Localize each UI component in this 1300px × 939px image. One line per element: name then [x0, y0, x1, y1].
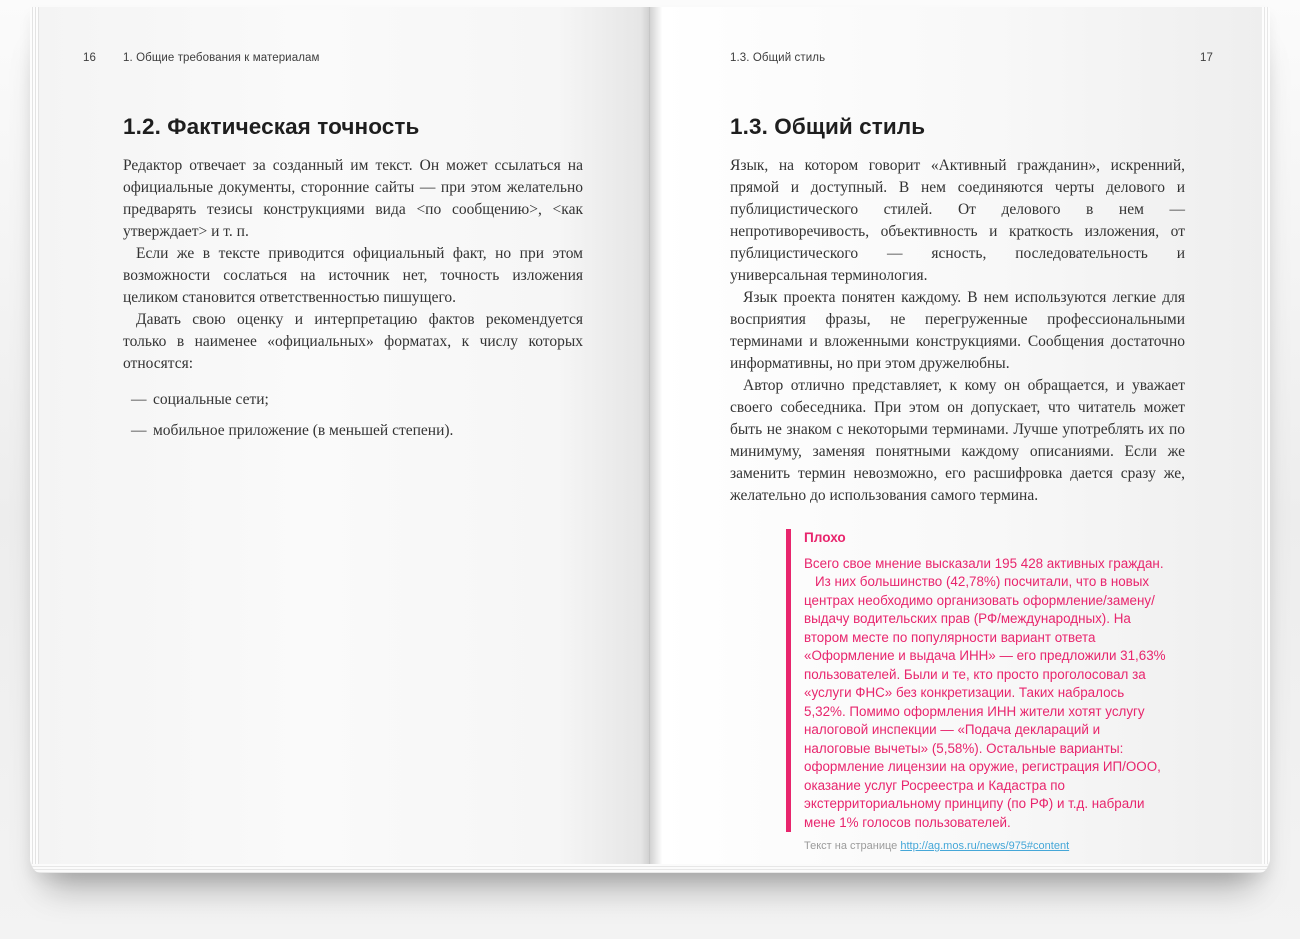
- paragraph: Редактор отвечает за созданный им текст. Он может ссылаться на официальные документы, сторонние сайты — при этом желательно предварять тезисы конструкциями вида <по сообщению>, <как утверждает> и т. п.: [123, 157, 583, 240]
- page-left: [30, 7, 650, 873]
- body-text-right: [730, 155, 1185, 507]
- paragraph: Если же в тексте приводится официальный факт, но при этом возможности сослаться на источник нет, точность изложения целиком становится ответственностью пишущего.: [123, 245, 583, 306]
- paragraph: Давать свою оценку и интерпретацию фактов рекомендуется только в наименее «официальных» форматах, к числу которых относятся:: [123, 311, 583, 372]
- page-number-right: 17: [1200, 52, 1213, 64]
- list-item-text: мобильное приложение (в меньшей степени).: [153, 422, 454, 439]
- list-item-text: социальные сети;: [153, 391, 269, 408]
- running-head-left: [83, 52, 583, 64]
- dash-list: [123, 389, 583, 442]
- bad-example-block: [786, 529, 1169, 852]
- bad-example-paragraph: Из них большинство (42,78%) посчитали, что в новых центрах необходимо организовать оформление/замену/выдачу водительских прав (РФ/международных). На втором месте по популярности вариант ответа «Оформление и выдача ИНН» — его предложили 31,63% пользователей. Были и те, кто просто проголосовал за «услуги ФНС» без конкретизации. Таких набралось 5,32%. Помимо оформления ИНН жители хотят услугу налоговой инспекции — «Подача деклараций и налоговые вычеты» (5,58%). Остальные варианты: оформление лицензии на оружие, регистрация ИП/ООО, оказание услуг Росреестра и Кадастра по экстерриториальному принципу (по РФ) и т.д. набрали мене 1% голосов пользователей.: [804, 574, 1166, 830]
- open-book: [30, 7, 1270, 873]
- list-item: [131, 389, 583, 411]
- list-item: [131, 420, 583, 442]
- bad-example-paragraph: Всего свое мнение высказали 195 428 активных граждан.: [804, 555, 1164, 571]
- section-title-right: 1.3. Общий стиль: [730, 114, 926, 139]
- source-caption-prefix: Текст на странице: [804, 840, 898, 852]
- bad-example-body: [786, 529, 1169, 832]
- running-head-right: [730, 52, 1213, 64]
- paragraph: Язык проекта понятен каждому. В нем используются легкие для восприятия фразы, не перегруженные профессиональными терминами и вложенными конструкциями. Сообщения достаточно информативны, но при этом дружелюбны.: [730, 289, 1185, 372]
- bad-example-label: Плохо: [804, 530, 846, 545]
- section-title-left: 1.2. Фактическая точность: [123, 114, 420, 139]
- page-stack-edge-bottom: [32, 864, 1268, 873]
- running-head-right-text: 1.3. Общий стиль: [730, 52, 826, 64]
- paragraph: Язык, на котором говорит «Активный гражданин», искренний, прямой и доступный. В нем соединяются черты делового и публицистического стилей. От делового в нем — непротиворечивость, объективность и краткость изложения, от публицистического — ясность, последовательность и универсальная терминология.: [730, 157, 1185, 284]
- dash-marker: —: [131, 391, 147, 408]
- source-link[interactable]: http://ag.mos.ru/news/975#content: [900, 840, 1070, 852]
- dash-marker: —: [131, 422, 147, 439]
- running-head-left-text: 1. Общие требования к материалам: [123, 52, 320, 64]
- source-caption: [804, 840, 1169, 852]
- page-number-left: 16: [83, 52, 96, 64]
- page-right: [650, 7, 1270, 873]
- page-stack-edge-right: [1262, 7, 1270, 867]
- body-text-left: [123, 155, 583, 375]
- paragraph: Автор отлично представляет, к кому он обращается, и уважает своего собеседника. При этом он допускает, что читатель может быть не знаком с некоторыми терминами. Лучше употреблять их по минимуму, заменяя понятными каждому описаниями. Если же заменить термин невозможно, его расшифровка дается сразу же, желательно до использования самого термина.: [730, 377, 1185, 504]
- page-stack-edge-left: [30, 7, 39, 867]
